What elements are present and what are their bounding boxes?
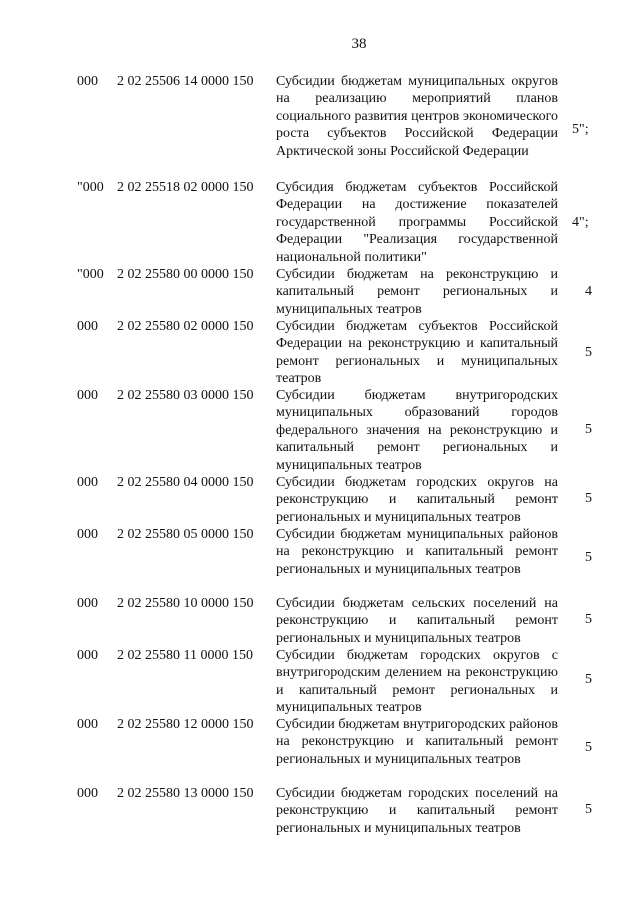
admin-code: 000 <box>77 475 98 490</box>
budget-classification-code: 2 02 25580 13 0000 150 <box>117 786 254 801</box>
income-name: Субсидии бюджетам городских округов на реконструкцию и капитальный ремонт региональных и муниципальных театров <box>276 475 558 525</box>
budget-classification-code: 2 02 25580 05 0000 150 <box>117 527 254 542</box>
income-name: Субсидии бюджетам внутригородских муниципальных образований городов федерального значения на реконструкцию и капитальный ремонт региональных и муниципальных театров <box>276 388 558 473</box>
row-value: 5 <box>585 422 592 437</box>
income-name: Субсидии бюджетам городских поселений на реконструкцию и капитальный ремонт региональных и муниципальных театров <box>276 786 558 836</box>
row-value: 4 <box>585 284 592 299</box>
income-name: Субсидии бюджетам субъектов Российской Федерации на реконструкцию и капитальный ремонт региональных и муниципальных театров <box>276 319 558 387</box>
row-value: 5 <box>585 612 592 627</box>
budget-classification-code: 2 02 25580 00 0000 150 <box>117 267 254 282</box>
admin-code: "000 <box>77 267 104 282</box>
budget-classification-code: 2 02 25580 10 0000 150 <box>117 596 254 611</box>
row-value: 5 <box>585 802 592 817</box>
admin-code: 000 <box>77 319 98 334</box>
budget-classification-code: 2 02 25580 04 0000 150 <box>117 475 254 490</box>
admin-code: 000 <box>77 74 98 89</box>
income-name: Субсидии бюджетам городских округов с внутригородским делением на реконструкцию и капитальный ремонт региональных и муниципальных театров <box>276 648 558 716</box>
row-value: 5 <box>585 740 592 755</box>
budget-classification-code: 2 02 25518 02 0000 150 <box>117 180 254 195</box>
row-value: 5"; <box>572 122 589 137</box>
budget-classification-code: 2 02 25580 11 0000 150 <box>117 648 253 663</box>
row-value: 4"; <box>572 215 589 230</box>
page-number: 38 <box>351 36 367 52</box>
budget-classification-code: 2 02 25580 03 0000 150 <box>117 388 254 403</box>
row-value: 5 <box>585 550 592 565</box>
budget-classification-code: 2 02 25580 02 0000 150 <box>117 319 254 334</box>
row-value: 5 <box>585 672 592 687</box>
admin-code: 000 <box>77 717 98 732</box>
income-name: Субсидии бюджетам муниципальных округов на реализацию мероприятий планов социального развития центров экономического роста субъектов Российской Федерации Арктической зоны Российской Федерации <box>276 74 558 159</box>
income-name: Субсидии бюджетам сельских поселений на реконструкцию и капитальный ремонт региональных и муниципальных театров <box>276 596 558 646</box>
admin-code: 000 <box>77 648 98 663</box>
admin-code: 000 <box>77 786 98 801</box>
budget-classification-code: 2 02 25506 14 0000 150 <box>117 74 254 89</box>
income-name: Субсидии бюджетам на реконструкцию и капитальный ремонт региональных и муниципальных театров <box>276 267 558 317</box>
admin-code: 000 <box>77 527 98 542</box>
income-name: Субсидии бюджетам внутригородских районов на реконструкцию и капитальный ремонт региональных и муниципальных театров <box>276 717 558 767</box>
income-name: Субсидия бюджетам субъектов Российской Федерации на достижение показателей государственной программы Российской Федерации "Реализация государственной национальной политики" <box>276 180 558 265</box>
row-value: 5 <box>585 345 592 360</box>
admin-code: 000 <box>77 388 98 403</box>
income-name: Субсидии бюджетам муниципальных районов на реконструкцию и капитальный ремонт региональных и муниципальных театров <box>276 527 558 577</box>
admin-code: 000 <box>77 596 98 611</box>
budget-classification-code: 2 02 25580 12 0000 150 <box>117 717 254 732</box>
admin-code: "000 <box>77 180 104 195</box>
row-value: 5 <box>585 491 592 506</box>
